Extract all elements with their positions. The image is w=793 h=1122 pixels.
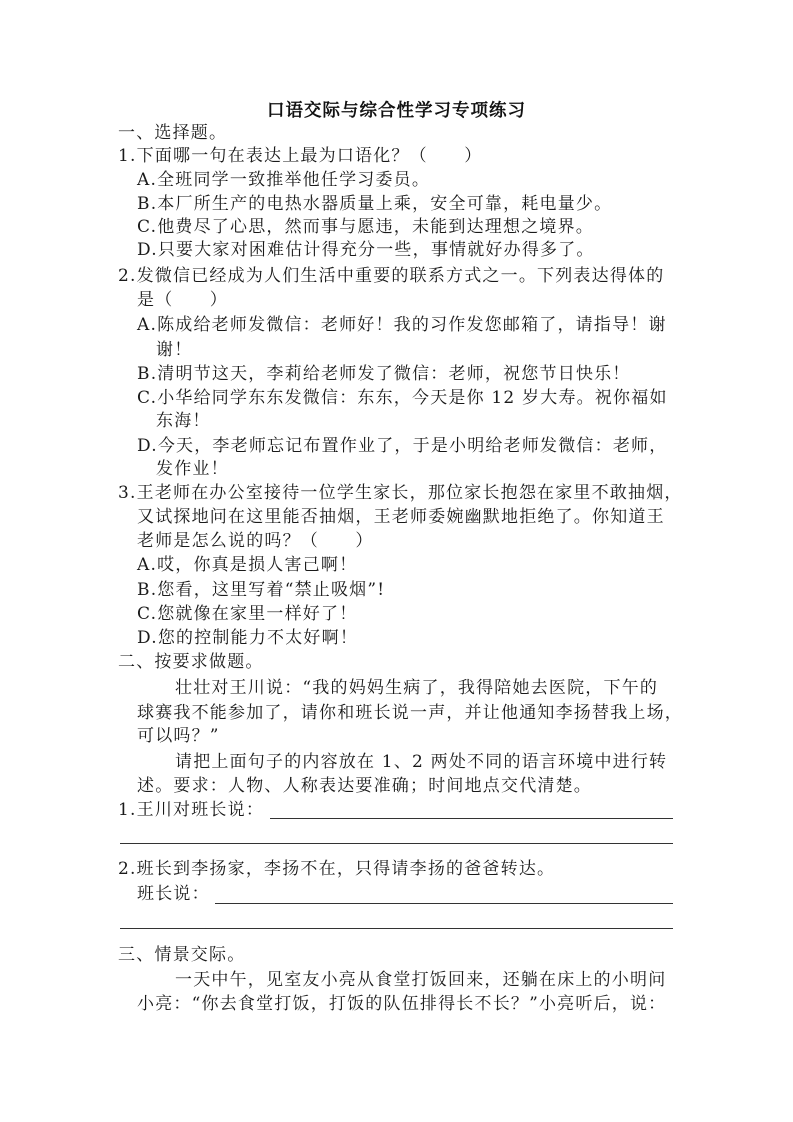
question-3-stem-line1: 3.王老师在办公室接待一位学生家长，那位家长抱怨在家里不敢抽烟， <box>118 483 683 503</box>
passage-2-line2: 球赛我不能参加了，请你和班长说一声，并让他通知李扬替我上场， <box>137 703 683 723</box>
section-heading-1: 一、选择题。 <box>118 123 228 143</box>
question-1-option-b: B.本厂所生产的电热水器质量上乘，安全可靠，耗电量少。 <box>137 194 613 214</box>
answer-line-1a[interactable] <box>270 818 673 819</box>
item-2-label: 班长说： <box>137 884 210 904</box>
question-2-stem-line1: 2.发微信已经成为人们生活中重要的联系方式之一。下列表达得体的 <box>118 266 665 286</box>
answer-line-2a[interactable] <box>215 903 673 904</box>
question-1-option-c: C.他费尽了心思，然而事与愿违，未能到达理想之境界。 <box>137 217 595 237</box>
question-2-option-c-line1: C.小华给同学东东发微信：东东，今天是你 12 岁大寿。祝你福如 <box>137 388 668 408</box>
instruction-line2: 述。要求：人物、人称表达要准确；时间地点交代清楚。 <box>137 776 592 796</box>
question-3-stem-line2: 又试探地问在这里能否抽烟，王老师委婉幽默地拒绝了。你知道王 <box>137 507 665 527</box>
passage-3-line1: 一天中午，见室友小亮从食堂打饭回来，还躺在床上的小明问 <box>175 970 667 990</box>
question-2-option-d-line2: 发作业！ <box>156 459 229 479</box>
section-heading-2: 二、按要求做题。 <box>118 652 264 672</box>
item-1-label: 1.王川对班长说： <box>118 800 265 820</box>
answer-line-1b[interactable] <box>120 843 673 844</box>
question-3-option-d: D.您的控制能力不太好啊！ <box>137 628 359 648</box>
question-2-option-c-line2: 东海！ <box>156 411 211 431</box>
question-2-option-b: B.清明节这天，李莉给老师发了微信：老师，祝您节日快乐！ <box>137 364 631 384</box>
answer-line-2b[interactable] <box>120 928 673 929</box>
section-heading-3: 三、情景交际。 <box>118 945 246 965</box>
question-2-stem-line2: 是（ ） <box>137 290 228 310</box>
question-2-option-a-line2: 谢！ <box>156 340 193 360</box>
page-title: 口语交际与综合性学习专项练习 <box>267 101 526 121</box>
question-3-option-a: A.哎，你真是损人害己啊！ <box>137 555 358 575</box>
question-1-stem: 1.下面哪一句在表达上最为口语化？（ ） <box>118 146 483 166</box>
passage-2-line3: 可以吗？” <box>137 726 220 746</box>
question-1-option-a: A.全班同学一致推举他任学习委员。 <box>137 170 431 190</box>
question-3-option-c: C.您就像在家里一样好了！ <box>137 604 358 624</box>
item-2-prompt: 2.班长到李扬家，李扬不在，只得请李扬的爸爸转达。 <box>118 859 556 879</box>
question-3-option-b: B.您看，这里写着“禁止吸烟”! <box>137 580 386 600</box>
instruction-line1: 请把上面句子的内容放在 1、2 两处不同的语言环境中进行转 <box>175 752 668 772</box>
question-1-option-d: D.只要大家对困难估计得充分一些，事情就好办得多了。 <box>137 240 595 260</box>
question-3-stem-line3: 老师是怎么说的吗？（ ） <box>137 531 374 551</box>
question-2-option-a-line1: A.陈成给老师发微信：老师好！我的习作发您邮箱了，请指导！谢 <box>137 315 667 335</box>
passage-2-line1: 壮壮对王川说：“我的妈妈生病了，我得陪她去医院，下午的 <box>175 678 659 698</box>
passage-3-line2: 小亮：“你去食堂打饭，打饭的队伍排得长不长？”小亮听后，说： <box>137 994 667 1014</box>
question-2-option-d-line1: D.今天，李老师忘记布置作业了，于是小明给老师发微信：老师， <box>137 436 668 456</box>
